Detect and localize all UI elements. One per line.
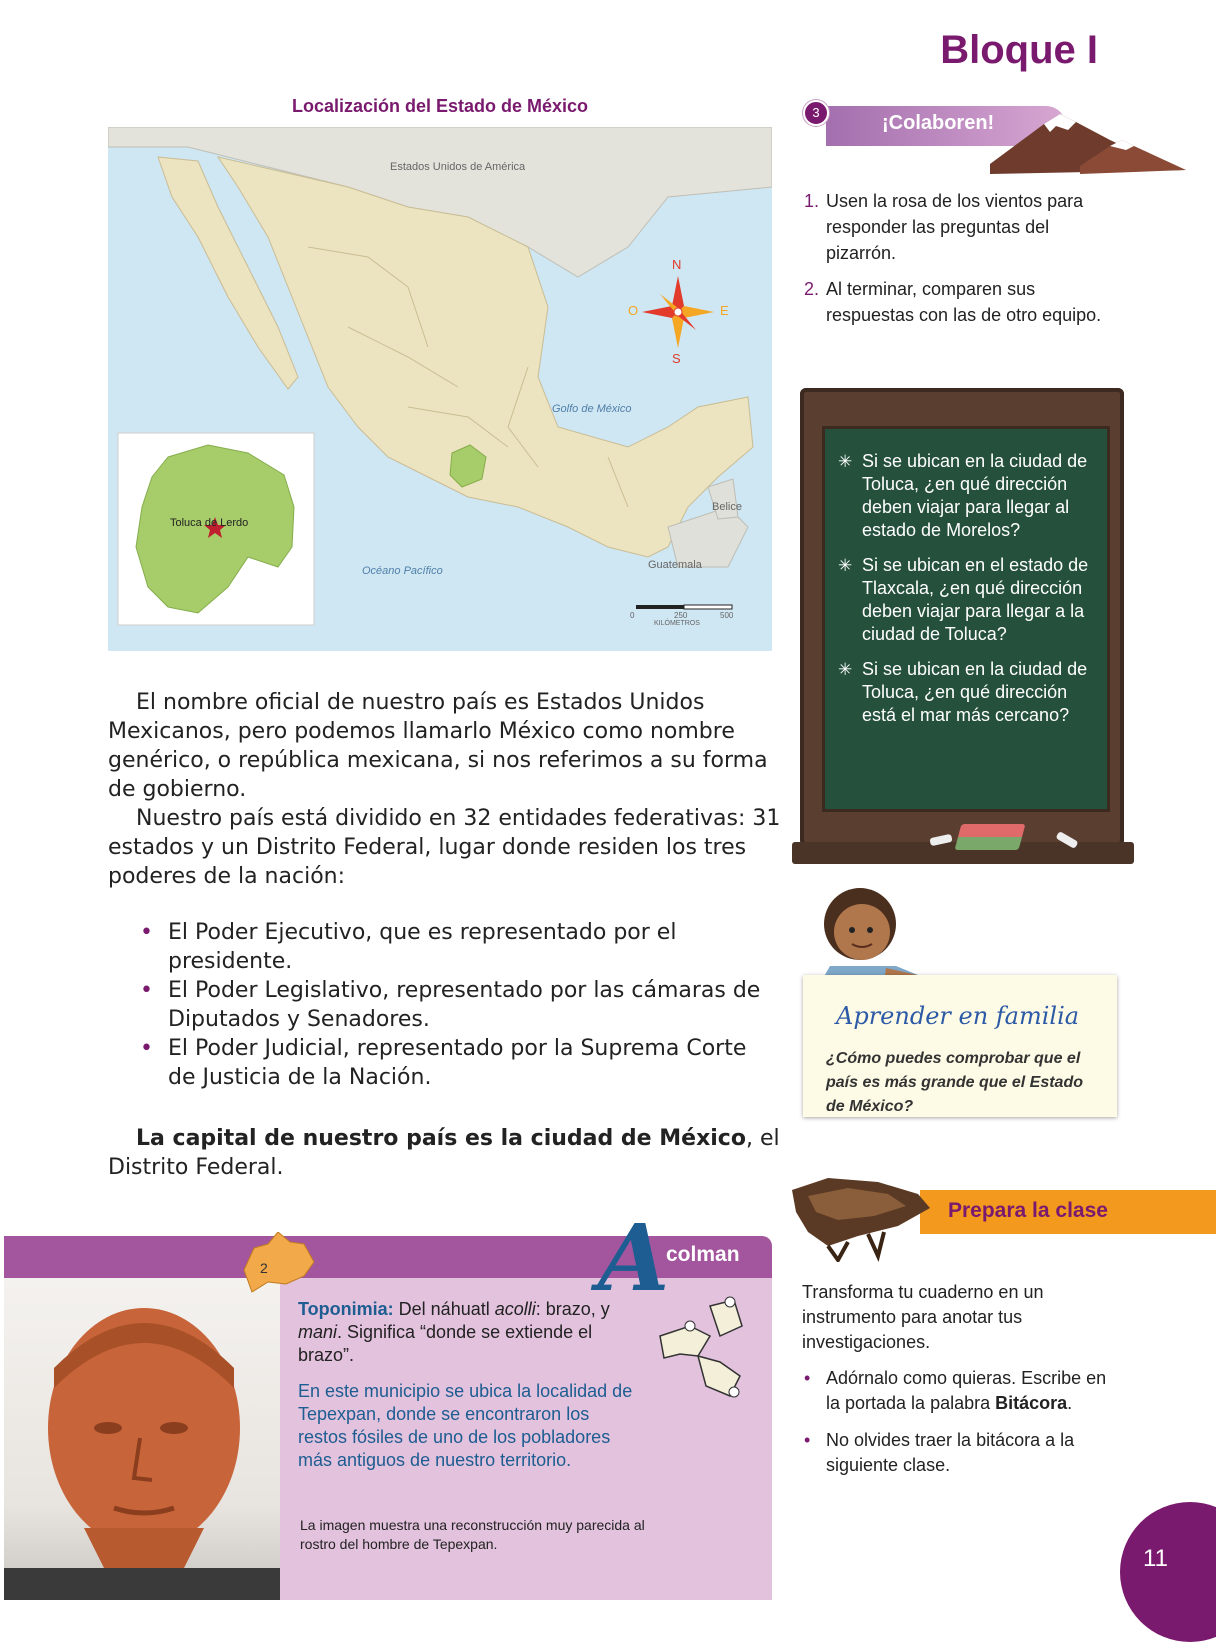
list-item: ✳ Si se ubican en la ciudad de Toluca, ¿en qué dirección está el mar más cercano? — [838, 658, 1098, 727]
list-item: ✳ Si se ubican en el estado de Tlaxcala, ¿en qué dirección deben viajar para llegar a la ciudad de Toluca? — [838, 554, 1098, 646]
photo-caption: La imagen muestra una reconstrucción muy parecida al rostro del hombre de Tepexpan. — [300, 1517, 645, 1552]
item-number: 2. — [804, 279, 820, 299]
list-item — [802, 1428, 1122, 1478]
toponimia-part: Del náhuatl — [393, 1299, 495, 1319]
toponimia-word: mani — [298, 1322, 338, 1342]
toponimia-label: Toponimia: — [298, 1299, 394, 1319]
nahuatl-glyph-icon — [650, 1296, 750, 1406]
item-text: Adórnalo como quieras. Escribe en la portada la palabra — [826, 1368, 1107, 1413]
powers-list — [138, 918, 778, 1092]
mexico-map — [108, 127, 772, 651]
acolman-description: En este municipio se ubica la localidad de Tepexpan, donde se encontraron los restos fósiles de uno de los pobladores más antiguos de nuestro territorio. — [298, 1381, 633, 1470]
map-label-gulf: Golfo de México — [552, 403, 632, 415]
list-item — [802, 1366, 1122, 1416]
toponimia-part: : brazo, y — [535, 1299, 610, 1319]
toponimia-word: acolli — [494, 1299, 536, 1319]
item-text: Al terminar, comparen sus respuestas con las de otro equipo. — [826, 279, 1102, 325]
item-end: . — [1067, 1393, 1073, 1413]
paragraph-entities: Nuestro país está dividido en 32 entidades federativas: 31 estados y un Distrito Federal, lugar donde residen los tres poderes de la nación: — [108, 806, 781, 889]
sculpture-head-icon — [4, 1278, 280, 1600]
prepara-intro: Transforma tu cuaderno en un instrumento para anotar tus investigaciones. — [802, 1282, 1044, 1352]
map-label-belize: Belice — [712, 501, 742, 513]
prepara-list — [802, 1366, 1122, 1490]
acolman-name: colman — [666, 1243, 740, 1266]
colaboren-list — [800, 188, 1120, 338]
volcano-icon — [990, 100, 1186, 174]
prepara-title: Prepara la clase — [948, 1199, 1108, 1222]
compass-west: O — [628, 303, 639, 318]
familia-title: Aprender en familia — [836, 1002, 1080, 1030]
item-text: No olvides traer la bitácora a la siguiente clase. — [826, 1430, 1075, 1475]
chalkboard-questions — [838, 450, 1098, 739]
familia-question: ¿Cómo puedes comprobar que el país es más grande que el Estado de México? — [826, 1050, 1083, 1115]
capital-rest: , el Distrito Federal. — [108, 1126, 780, 1180]
scale-mid: 250 — [674, 611, 688, 620]
colaboren-title: ¡Colaboren! — [882, 112, 995, 134]
list-item: • El Poder Judicial, representado por la Suprema Corte de Justicia de la Nación. — [138, 1034, 778, 1092]
tepexpan-head-photo — [4, 1278, 280, 1600]
municipality-number: 2 — [260, 1260, 268, 1276]
municipality-map-icon — [238, 1232, 318, 1294]
acolman-initial: A — [598, 1204, 670, 1312]
block-title: Bloque I — [940, 28, 1098, 72]
map-label-guatemala: Guatemala — [648, 559, 702, 571]
eraser-icon — [955, 824, 1026, 850]
map-label-usa: Estados Unidos de América — [390, 161, 526, 173]
toponimia-part: . Significa “donde se extiende el brazo”. — [298, 1322, 593, 1365]
list-item: ✳ Si se ubican en la ciudad de Toluca, ¿en qué dirección deben viajar para llegar al estado de Morelos? — [838, 450, 1098, 542]
scale-max: 500 — [720, 611, 734, 620]
compass-north: N — [672, 257, 682, 272]
map-label-pacific: Océano Pacífico — [362, 565, 443, 577]
map-label-capital: Toluca de Lerdo — [170, 517, 249, 529]
rock-icon — [788, 1176, 938, 1262]
scale-unit: KILÓMETROS — [654, 620, 700, 627]
item-number: 1. — [804, 191, 820, 211]
activity-number-badge: 3 — [803, 100, 829, 126]
list-item — [800, 276, 1120, 328]
compass-south: S — [672, 351, 681, 366]
paragraph-official-name: El nombre oficial de nuestro país es Estados Unidos Mexicanos, pero podemos llamarlo México como nombre genérico, o república mexicana, si nos referimos a su forma de gobierno. — [108, 690, 768, 802]
capital-emphasis: La capital de nuestro país es la ciudad de México — [136, 1126, 746, 1151]
scale-zero: 0 — [630, 611, 635, 620]
page-number-badge — [1120, 1502, 1216, 1642]
list-item — [800, 188, 1120, 266]
list-item: • El Poder Legislativo, representado por las cámaras de Diputados y Senadores. — [138, 976, 778, 1034]
item-text: Usen la rosa de los vientos para responder las preguntas del pizarrón. — [826, 191, 1084, 263]
paragraph-capital — [108, 1124, 784, 1182]
item-bold: Bitácora — [995, 1393, 1068, 1413]
map-title: Localización del Estado de México — [291, 96, 589, 116]
list-item: • El Poder Ejecutivo, que es representado por el presidente. — [138, 918, 778, 976]
page-number: 11 — [1143, 1545, 1168, 1572]
toponimia-text — [298, 1298, 628, 1367]
compass-east: E — [720, 303, 729, 318]
